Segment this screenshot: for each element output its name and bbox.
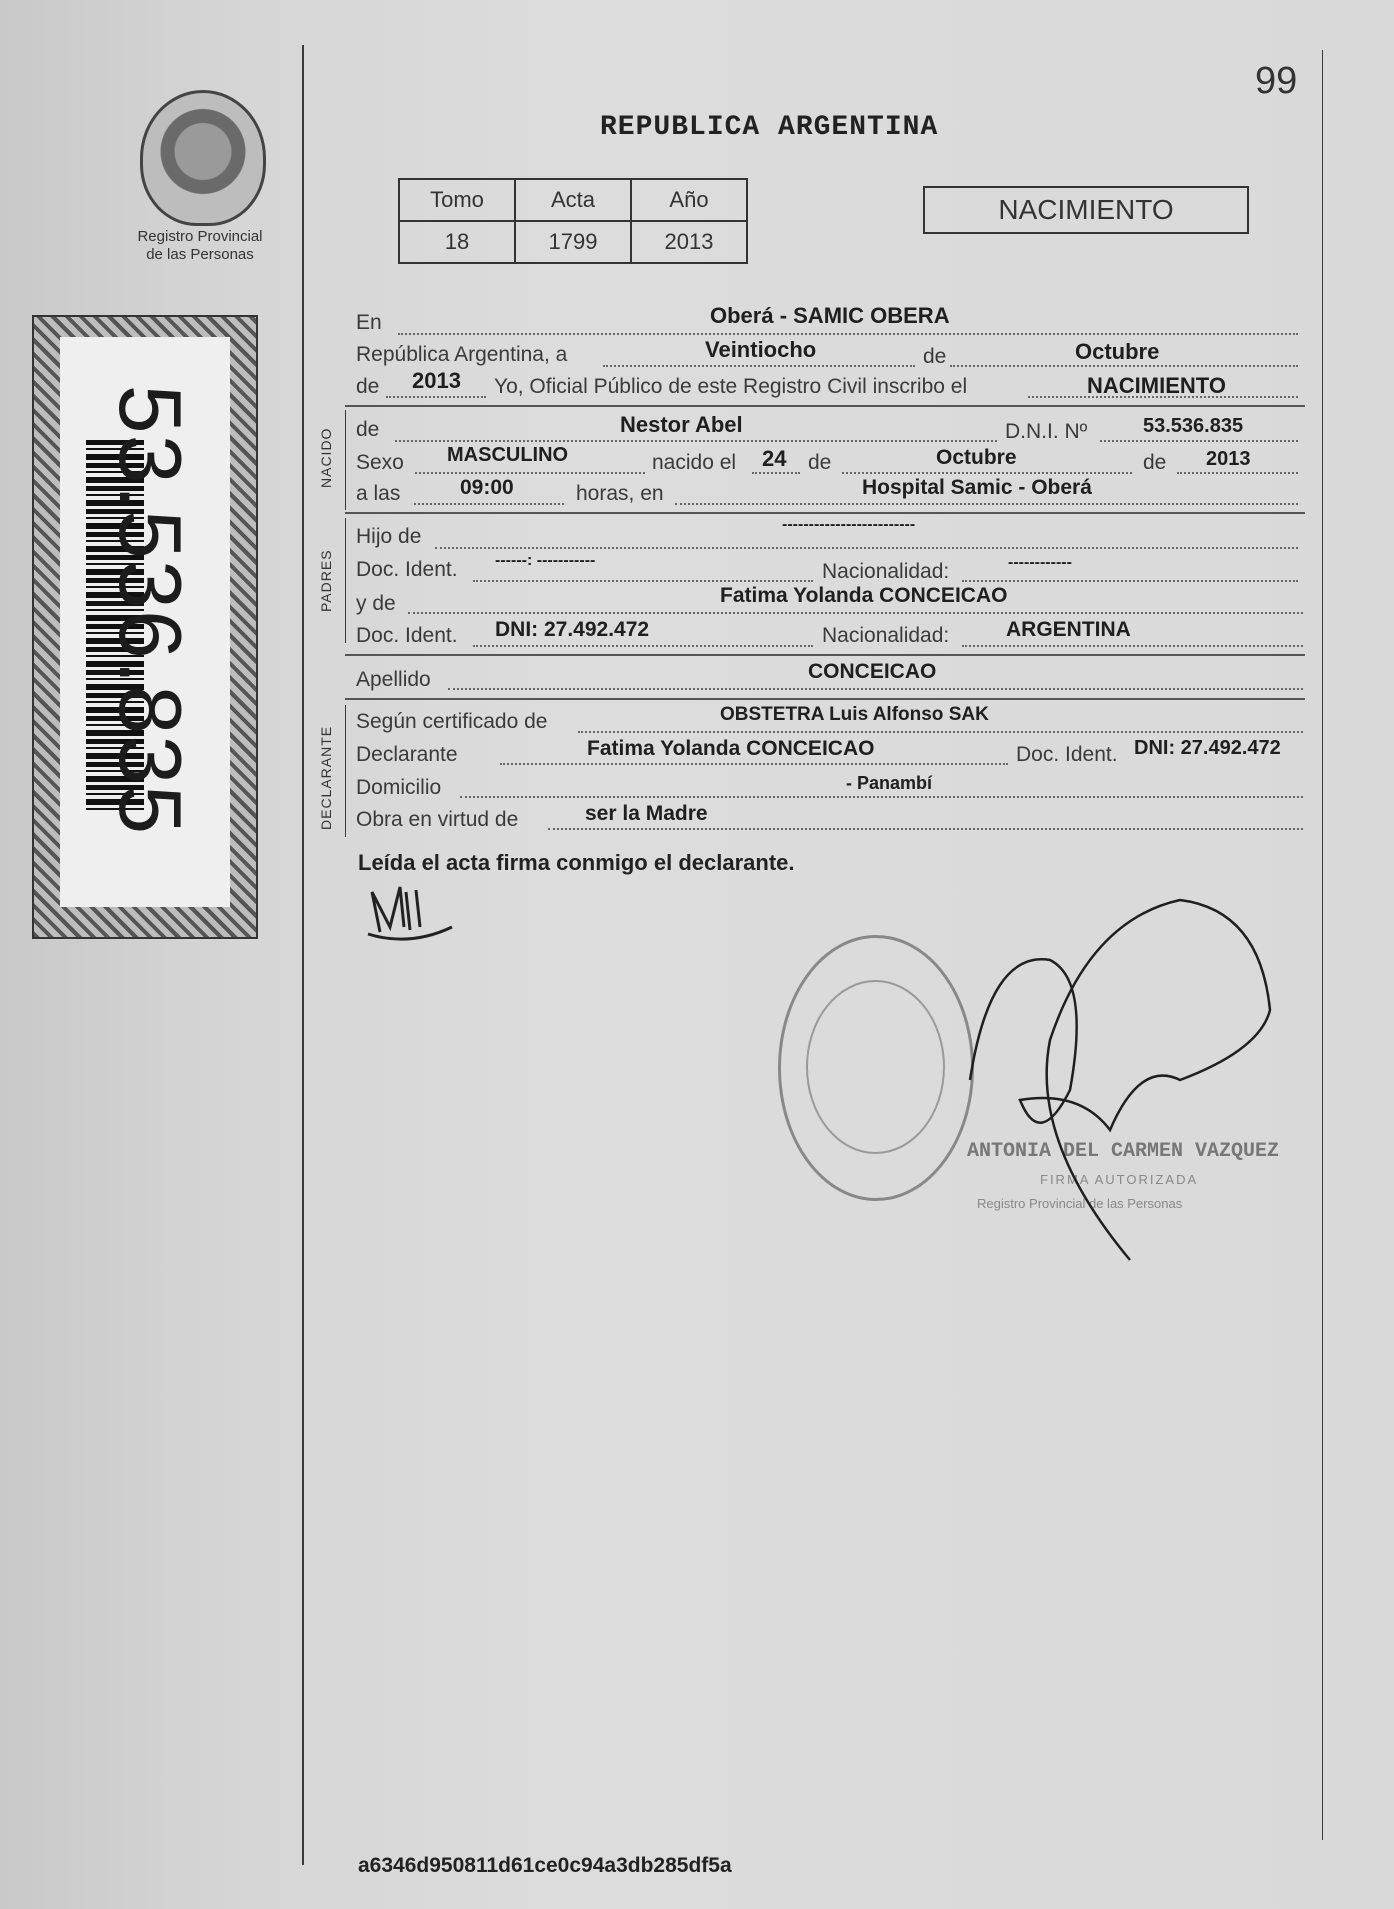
domicilio-label: Domicilio <box>356 776 442 799</box>
obra-value: ser la Madre <box>585 802 708 825</box>
dotted-line <box>473 580 813 582</box>
hour-label: a las <box>356 482 401 505</box>
dotted-line <box>398 333 1298 335</box>
birth-day-value: 24 <box>762 446 787 471</box>
dotted-line <box>1100 440 1298 442</box>
section-rule <box>345 654 1305 656</box>
dotted-line <box>752 472 800 474</box>
dotted-line <box>448 688 1303 690</box>
padres-section-label: PADRES <box>318 549 334 612</box>
de-label: de <box>923 345 947 368</box>
acta-header: Acta <box>515 179 631 221</box>
margin-divider <box>302 45 304 1865</box>
section-rule <box>345 698 1305 700</box>
mother-doc-value: DNI: 27.492.472 <box>495 618 650 641</box>
dni-label: D.N.I. Nº <box>1005 420 1088 443</box>
apellido-value: CONCEICAO <box>808 660 937 683</box>
certificado-label: Según certificado de <box>356 710 548 733</box>
y-de-label: y de <box>356 592 396 615</box>
dotted-line <box>415 472 645 474</box>
dotted-line <box>414 503 564 505</box>
document-hash: a6346d950811d61ce0c94a3db285df5a <box>358 1854 732 1877</box>
year-value: 2013 <box>412 368 461 393</box>
right-divider <box>1322 50 1323 1840</box>
father-doc-value: ------: ----------- <box>495 552 596 569</box>
section-rule <box>345 512 1305 514</box>
dotted-line <box>603 365 915 367</box>
mother-nac-label: Nacionalidad: <box>822 624 950 647</box>
dotted-line <box>500 763 1008 765</box>
place-value: Oberá - SAMIC OBERA <box>710 303 950 328</box>
page-number: 99 <box>1255 60 1298 102</box>
declarante-doc-value: DNI: 27.492.472 <box>1134 737 1281 759</box>
provincial-seal-logo <box>140 90 266 226</box>
page-title: REPUBLICA ARGENTINA <box>600 112 939 143</box>
section-bracket <box>345 518 346 643</box>
section-bracket <box>345 705 346 837</box>
section-bracket <box>345 410 346 510</box>
document-type-box: NACIMIENTO <box>923 186 1249 234</box>
dotted-line <box>950 365 1298 367</box>
child-name-value: Nestor Abel <box>620 412 743 437</box>
declarante-doc-label: Doc. Ident. <box>1016 743 1118 766</box>
tomo-header: Tomo <box>399 179 515 221</box>
declarante-section-label: DECLARANTE <box>318 725 334 830</box>
dotted-line <box>962 645 1303 647</box>
apellido-label: Apellido <box>356 668 431 691</box>
sexo-value: MASCULINO <box>447 444 569 466</box>
father-nac-label: Nacionalidad: <box>822 560 950 583</box>
day-words-value: Veintiocho <box>705 337 817 362</box>
statement-label: Yo, Oficial Público de este Registro Civil inscribo el <box>494 375 968 398</box>
dotted-line <box>386 396 486 398</box>
dotted-line <box>962 580 1298 582</box>
dotted-line <box>548 828 1303 830</box>
dotted-line <box>435 547 1298 549</box>
en-label: En <box>356 311 382 334</box>
official-round-stamp-inner <box>806 980 945 1154</box>
mother-nac-value: ARGENTINA <box>1006 618 1131 641</box>
dotted-line <box>578 731 1303 733</box>
birth-month-value: Octubre <box>936 446 1017 469</box>
dotted-line <box>408 612 1303 614</box>
anio-value: 2013 <box>631 221 747 263</box>
father-doc-label: Doc. Ident. <box>356 558 458 581</box>
nacido-section-label: NACIDO <box>318 427 334 488</box>
republica-label: República Argentina, a <box>356 343 568 366</box>
nacido-el-label: nacido el <box>652 451 737 474</box>
anio-header: Año <box>631 179 747 221</box>
official-org: Registro Provincial de las Personas <box>977 1196 1183 1211</box>
official-name: ANTONIA DEL CARMEN VAZQUEZ <box>967 1140 1280 1163</box>
declarante-label: Declarante <box>356 743 458 766</box>
official-signature <box>930 890 1300 1270</box>
mother-value: Fatima Yolanda CONCEICAO <box>720 584 1008 607</box>
registry-label: Registro Provincial de las Personas <box>137 228 263 263</box>
section-rule <box>345 405 1305 407</box>
father-nac-value: ------------ <box>1008 554 1072 571</box>
hour-value: 09:00 <box>460 476 514 499</box>
month-value: Octubre <box>1075 339 1160 364</box>
certificado-value: OBSTETRA Luis Alfonso SAK <box>720 704 989 725</box>
acta-value: 1799 <box>515 221 631 263</box>
father-value: ------------------------- <box>782 516 916 533</box>
official-role: FIRMA AUTORIZADA <box>1040 1172 1199 1187</box>
declarant-signature <box>360 872 460 952</box>
birth-place-value: Hospital Samic - Oberá <box>862 476 1092 499</box>
dotted-line <box>395 440 997 442</box>
mother-doc-label: Doc. Ident. <box>356 624 458 647</box>
hijo-de-label: Hijo de <box>356 525 422 548</box>
dotted-line <box>842 472 1132 474</box>
hours-en-label: horas, en <box>576 482 664 505</box>
declarante-value: Fatima Yolanda CONCEICAO <box>587 737 875 760</box>
de-label-2: de <box>808 451 832 474</box>
obra-label: Obra en virtud de <box>356 808 519 831</box>
sexo-label: Sexo <box>356 451 404 474</box>
closing-statement: Leída el acta firma conmigo el declarante. <box>358 850 795 875</box>
birth-year-value: 2013 <box>1206 448 1251 470</box>
dotted-line <box>473 645 813 647</box>
domicilio-value: - Panambí <box>846 773 933 793</box>
dotted-line <box>460 796 1303 798</box>
year-label: de <box>356 375 380 398</box>
barcode-number: 53.536.835 <box>101 384 200 836</box>
dotted-line <box>675 503 1298 505</box>
record-table <box>398 178 748 264</box>
event-value: NACIMIENTO <box>1087 373 1226 398</box>
tomo-value: 18 <box>399 221 515 263</box>
nacido-de-label: de <box>356 418 380 441</box>
de-label-3: de <box>1143 451 1167 474</box>
dotted-line <box>1177 472 1298 474</box>
dni-value: 53.536.835 <box>1143 415 1244 437</box>
